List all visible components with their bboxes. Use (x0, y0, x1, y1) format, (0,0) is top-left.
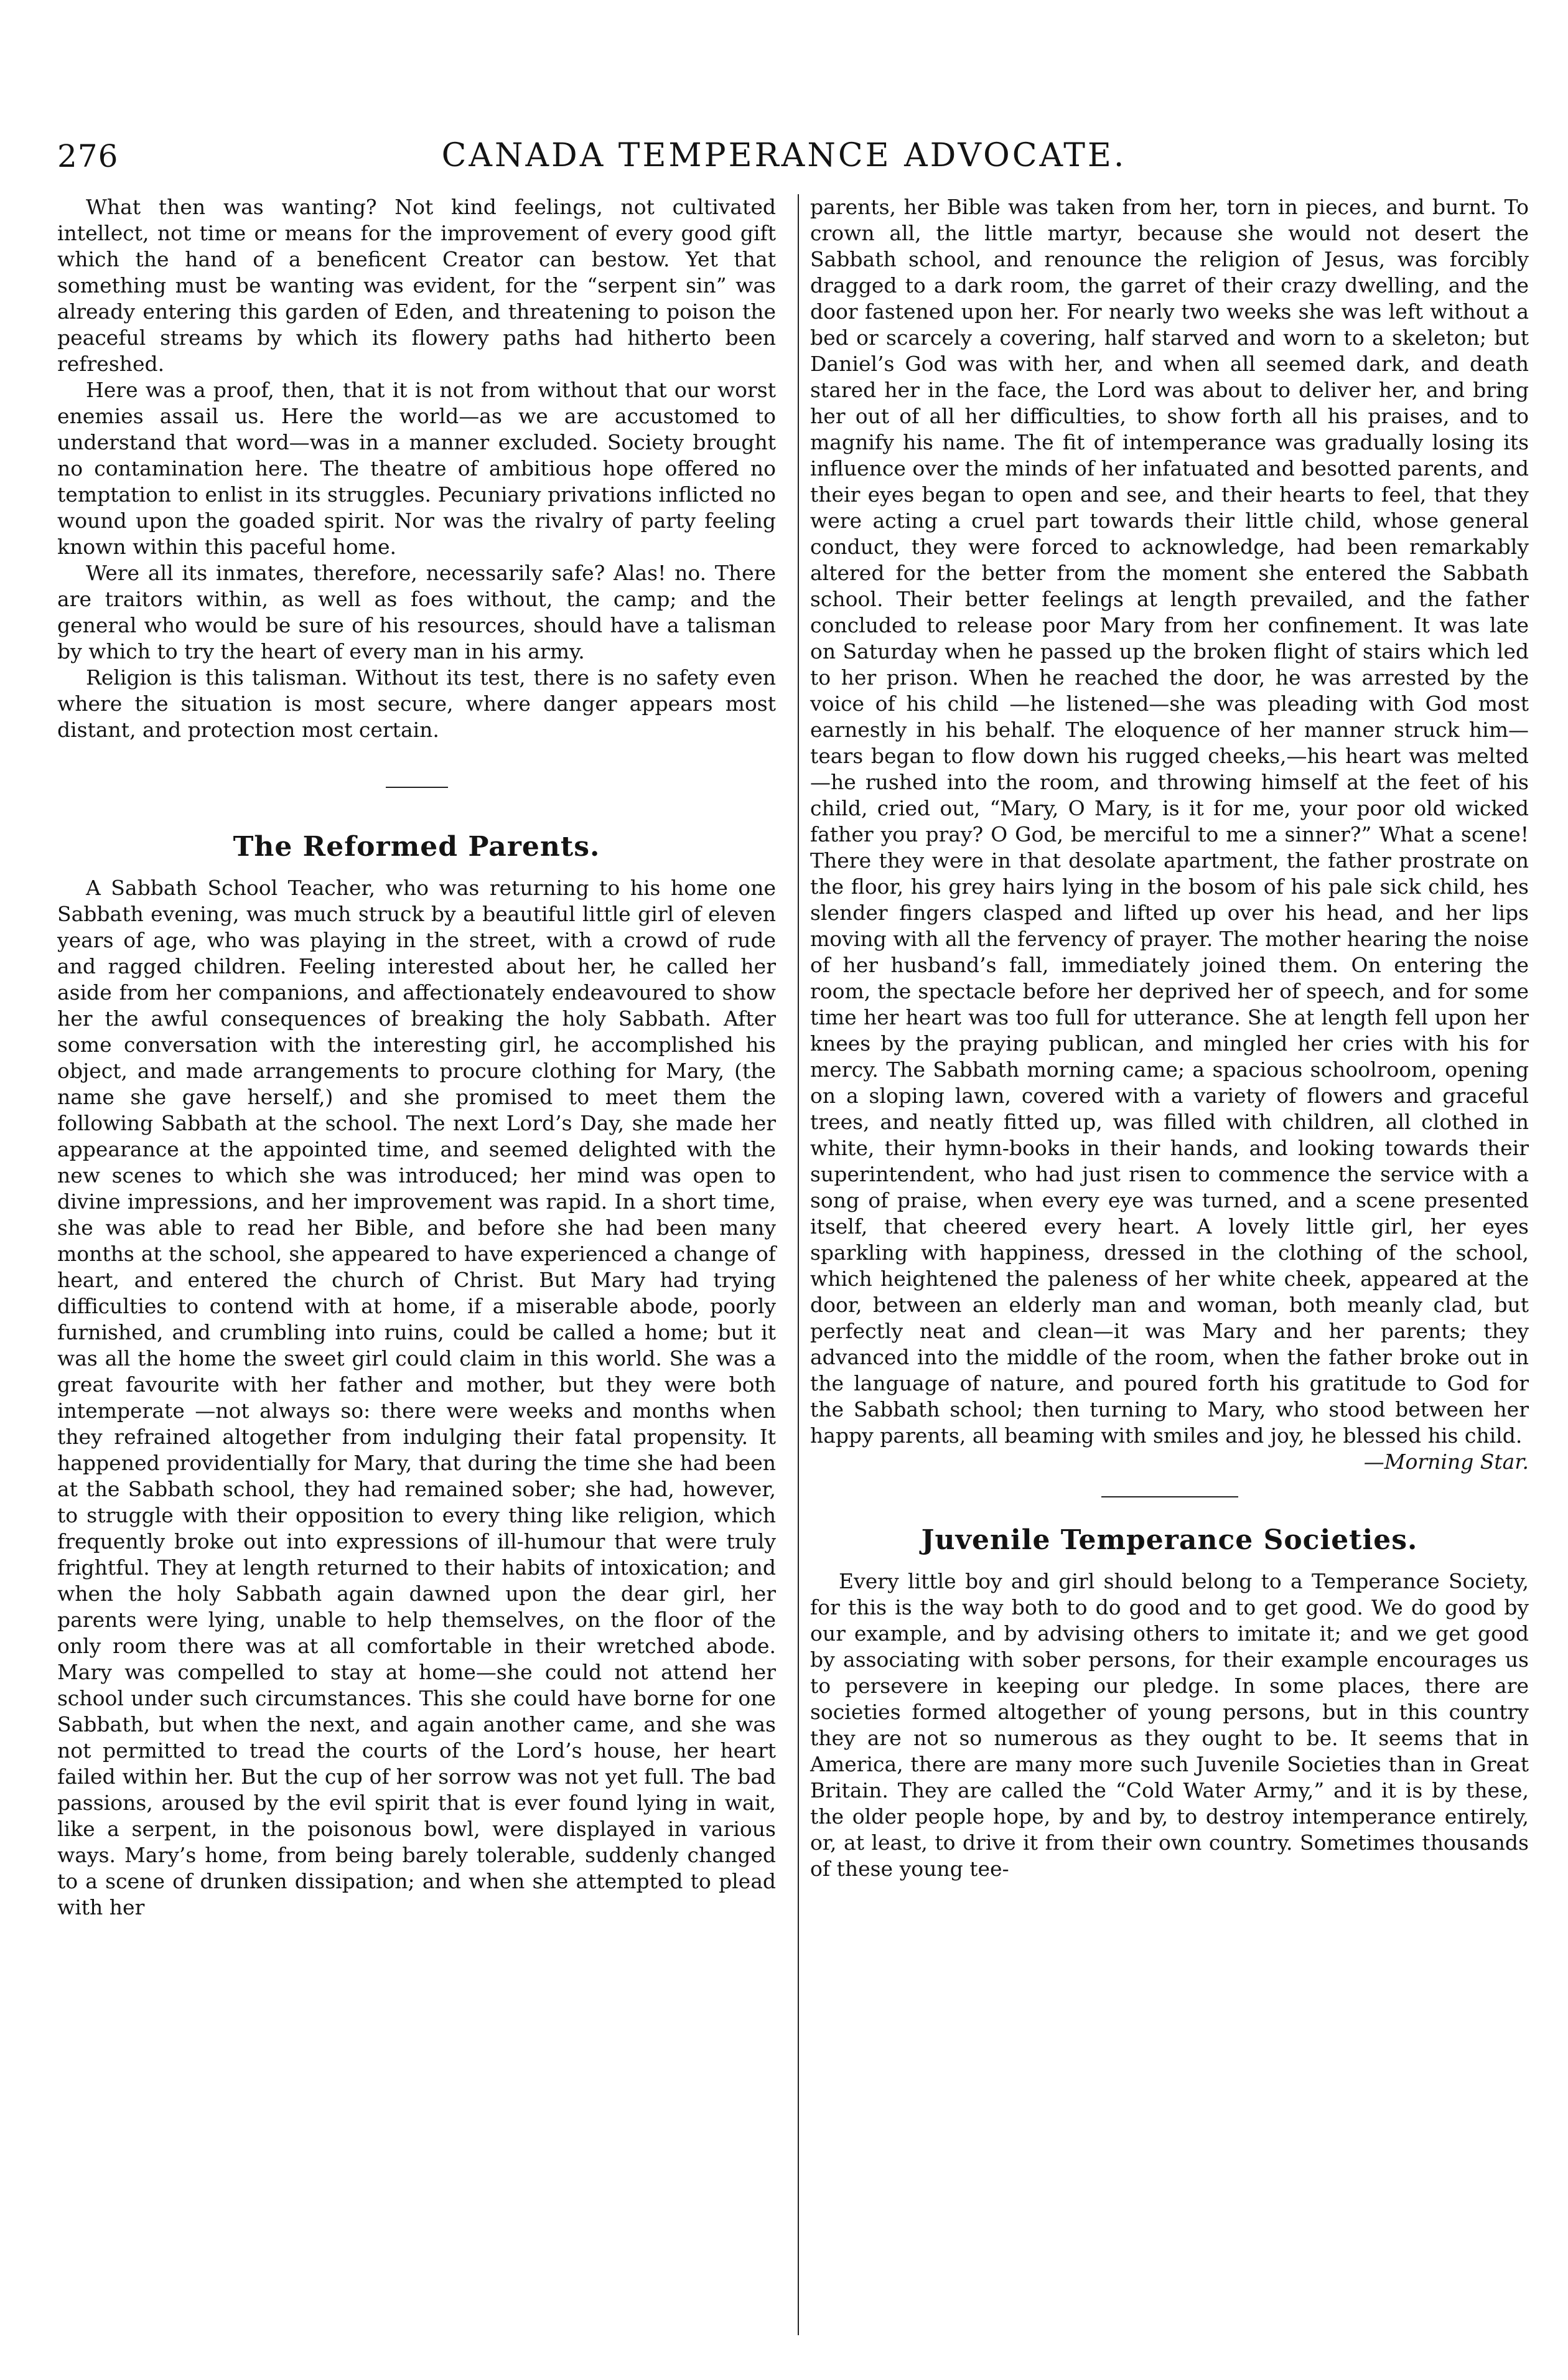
source-attribution-text: —Morning Star. (1363, 1450, 1529, 1474)
intro-paragraph: Religion is this talisman. Without its test, there is no safety even where the situation is most secure, where danger appears most distant, and protection most certain. (57, 665, 776, 742)
continued-paragraph: parents, her Bible was taken from her, torn in pieces, and burnt. To crown all, the little martyr, because she would not desert the Sabbath school, and renounce the religion of Jesus, was forcibly dragged to a dark room, the garret of their crazy dwelling, and the door fastened upon her. For nearly two weeks she was left without a bed or scarcely a covering, half starved and worn to a skeleton; but Daniel’s God was with her, and when all seemed dark, and death stared her in the face, the Lord was about to deliver her, and bring her out of all her difficulties, to show forth all his praises, and to magnify his name. The fit of intemperance was gradually losing its influence over the minds of her infatuated and besotted parents, and their eyes began to open and see, and their hearts to feel, that they were acting a cruel part towards their little child, whose general conduct, they were forced to acknowledge, had been remarkably altered for the better from the moment she entered the Sabbath school. Their better feelings at length prevailed, and the father concluded to release poor Mary from her confinement. It was late on Saturday when he passed up the broken flight of stairs which led to her prison. When he reached the door, he was arrested by the voice of his child —he listened—she was pleading with God most earnestly in his behalf. The eloquence of her manner struck him—tears began to flow down his rugged cheeks,—his heart was melted—he rushed into the room, and throwing himself at the feet of his child, cried out, “Mary, O Mary, is it for me, your poor old wicked father you pray? O God, be merciful to me a sinner?” What a scene! There they were in that desolate apartment, the father prostrate on the floor, his grey hairs lying in the bosom of his pale sick child, hes slender fingers clasped and lifted up over his head, and her lips moving with all the fervency of prayer. The mother hearing the noise of her husband’s fall, immediately joined them. On entering the room, the spectacle before her deprived her of speech, and for some time her heart was too full for utterance. She at length fell upon her knees by the praying publican, and mingled her cries with his for mercy. The Sabbath morning came; a spacious schoolroom, opening on a sloping lawn, covered with a variety of flowers and graceful trees, and neatly fitted up, was filled with children, all clothed in white, their hymn-books in their hands, and looking towards their superintendent, who had just risen to commence the service with a song of praise, when every eye was turned, and a scene presented itself, that cheered every heart. A lovely little girl, her eyes sparkling with happiness, dressed in the clothing of the school, which heightened the paleness of her white cheek, appeared at the door, between an elderly man and woman, both meanly clad, but perfectly neat and clean—it was Mary and her parents; they advanced into the middle of the room, when the father broke out in the language of nature, and poured forth his gratitude to God for the Sabbath school; then turning to Mary, who stood between her happy parents, all beaming with smiles and joy, he blessed his child. (810, 195, 1529, 1448)
page-number: 276 (57, 138, 119, 174)
article-body-reformed-parents: A Sabbath School Teacher, who was returning to his home one Sabbath evening, was much struck by a beautiful little girl of eleven years of age, who was playing in the street, with a crowd of rude and ragged children. Feeling interested about her, he called her aside from her companions, and affectionately endeavoured to show her the awful consequences of breaking the holy Sabbath. After some conversation with the interesting girl, he accomplished his object, and made arrangements to procure clothing for Mary, (the name she gave herself,) and she promised to meet them the following Sabbath at the school. The next Lord’s Day, she made her appearance at the appointed time, and seemed delighted with the new scenes to which she was introduced; her mind was open to divine impressions, and her improvement was rapid. In a short time, she was able to read her Bible, and before she had been many months at the school, she appeared to have experienced a change of heart, and entered the church of Christ. But Mary had trying difficulties to contend with at home, if a miserable abode, poorly furnished, and crumbling into ruins, could be called a home; but it was all the home the sweet girl could claim in this world. She was a great favourite with her father and mother, but they were both intemperate —not always so: there were weeks and months when they refrained altogether from indulging their fatal propensity. It happened providentially for Mary, that during the time she had been at the Sabbath school, they had remained sober; she had, however, to struggle with their opposition to every thing like religion, which frequently broke out into expressions of ill-humour that were truly frightful. They at length returned to their habits of intoxication; and when the holy Sabbath again dawned upon the dear girl, her parents were lying, unable to help themselves, on the floor of the only room there was at all comfortable in their wretched abode. Mary was compelled to stay at home—she could not attend her school under such circumstances. This she could have borne for one Sabbath, but when the next, and again another came, and she was not permitted to tread the courts of the Lord’s house, her heart failed within her. But the cup of her sorrow was not yet full. The bad passions, aroused by the evil spirit that is ever found lying in wait, like a serpent, in the poisonous bowl, were displayed in various ways. Mary’s home, from being barely tolerable, suddenly changed to a scene of drunken dissipation; and when she attempted to plead with her (57, 876, 776, 1919)
section-separator (1101, 1496, 1238, 1497)
article-title-juvenile-societies: Juvenile Temperance Societies. (921, 1524, 1418, 1556)
intro-paragraph: Were all its inmates, therefore, necessarily safe? Alas! no. There are traitors within, as well as foes without, the camp; and the general who would be sure of his resources, should have a talisman by which to try the heart of every man in his army. (57, 561, 776, 663)
intro-paragraph: What then was wanting? Not kind feelings, not cultivated intellect, not time or means for the improvement of every good gift which the hand of a beneficent Creator can bestow. Yet that something must be wanting was evident, for the “serpent sin” was already entering this garden of Eden, and threatening to poison the peaceful streams by which its flowery paths had hitherto been refreshed. (57, 195, 776, 376)
section-separator (386, 787, 448, 788)
article-title-reformed-parents: The Reformed Parents. (233, 831, 600, 863)
running-title: CANADA TEMPERANCE ADVOCATE. (441, 137, 1127, 174)
intro-paragraph: Here was a proof, then, that it is not from without that our worst enemies assail us. Here the world—as we are accustomed to understand that word—was in a manner excluded. Society brought no contamination here. The theatre of ambitious hope offered no temptation to enlist in its struggles. Pecuniary privations inflicted no wound upon the goaded spirit. Nor was the rivalry of party feeling known within this paceful home. (57, 378, 776, 559)
column-divider (798, 194, 799, 2335)
source-attribution (810, 1449, 1529, 1475)
article-body-juvenile-societies: Every little boy and girl should belong to a Temperance Society, for this is the way both to do good and to get good. We do good by our example, and by advising others to imitate it; and we get good by associating with sober persons, for their example encourages us to persevere in keeping our pledge. In some places, there are societies formed altogether of young persons, but in this country they are not so numerous as they ought to be. It seems that in America, there are many more such Juvenile Societies than in Great Britain. They are called the “Cold Water Army,” and it is by these, the older people hope, by and by, to destroy intemperance entirely, or, at least, to drive it from their own country. Sometimes thousands of these young tee- (810, 1569, 1529, 1881)
right-column (810, 194, 1529, 1882)
left-column (57, 194, 776, 1921)
